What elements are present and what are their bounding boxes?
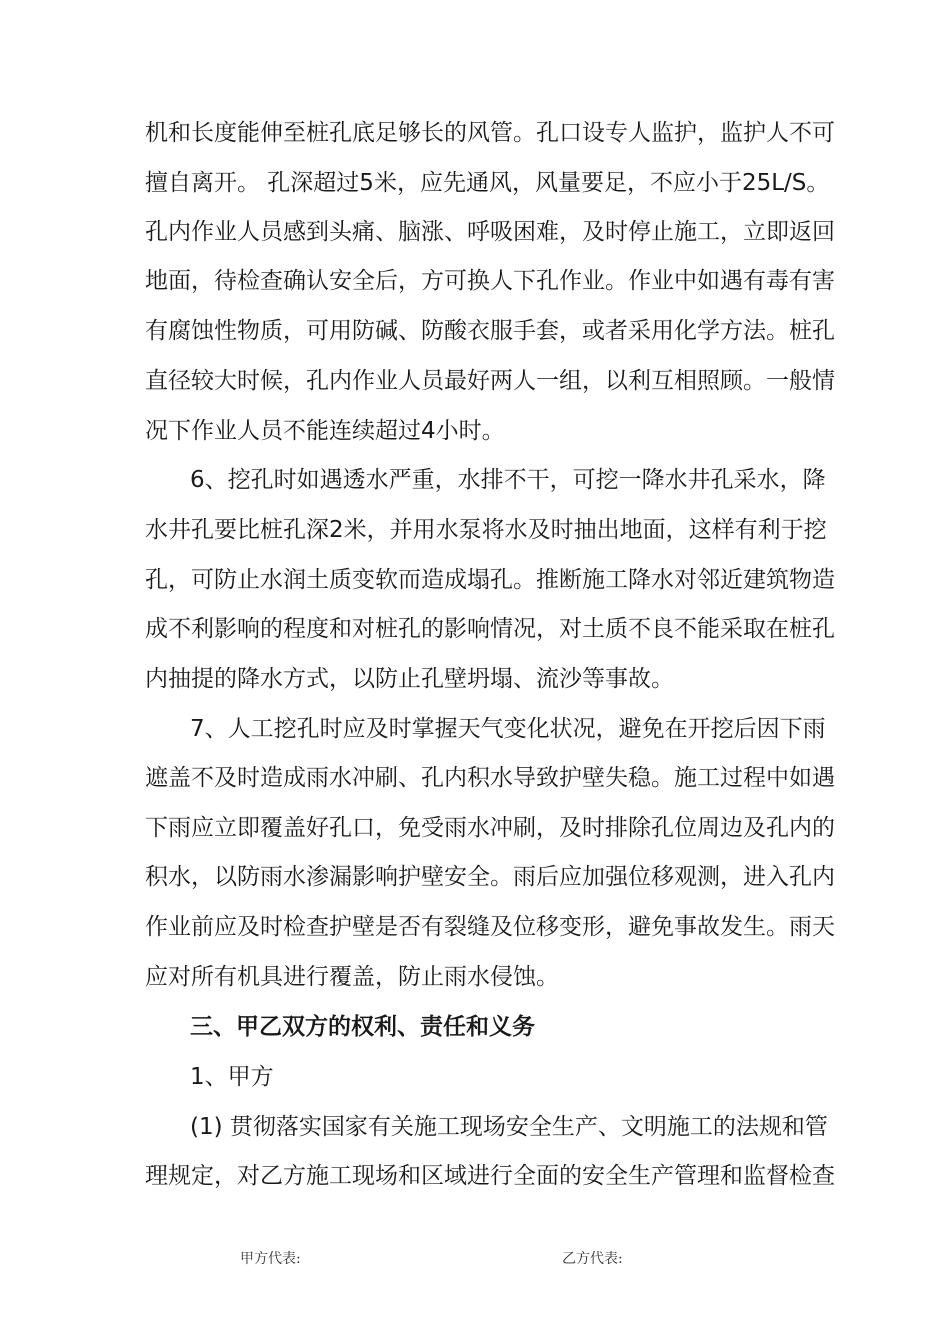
paragraph-line: (1) 贯彻落实国家有关施工现场安全生产、文明施工的法规和管 bbox=[190, 1114, 828, 1140]
paragraph-line: 7、人工挖孔时应及时掌握天气变化状况，避免在开挖后因下雨 bbox=[190, 716, 826, 742]
paragraph-line: 擅自离开。 孔深超过5米，应先通风，风量要足，不应小于25L/S。 bbox=[145, 170, 830, 196]
paragraph-line: 孔内作业人员感到头痛、脑涨、呼吸困难，及时停止施工，立即返回 bbox=[145, 219, 835, 245]
section-heading: 三、甲乙双方的权利、责任和义务 bbox=[190, 1014, 535, 1040]
paragraph-line: 作业前应及时检查护壁是否有裂缝及位移变形，避免事故发生。雨天 bbox=[145, 914, 835, 940]
subsection-heading: 1、甲方 bbox=[190, 1064, 274, 1090]
paragraph-line: 应对所有机具进行覆盖，防止雨水侵蚀。 bbox=[145, 964, 559, 990]
party-a-signature-label: 甲方代表: bbox=[240, 1251, 301, 1267]
party-b-signature-label: 乙方代表: bbox=[562, 1251, 623, 1267]
paragraph-line: 下雨应立即覆盖好孔口，免受雨水冲刷，及时排除孔位周边及孔内的 bbox=[145, 815, 835, 841]
paragraph-line: 地面，待检查确认安全后，方可换人下孔作业。作业中如遇有毒有害 bbox=[145, 268, 835, 294]
paragraph-line: 内抽提的降水方式，以防止孔壁坍塌、流沙等事故。 bbox=[145, 666, 674, 692]
paragraph-line: 孔，可防止水润土质变软而造成塌孔。推断施工降水对邻近建筑物造 bbox=[145, 567, 835, 593]
paragraph-line: 况下作业人员不能连续超过4小时。 bbox=[145, 418, 505, 444]
paragraph-line: 理规定，对乙方施工现场和区域进行全面的安全生产管理和监督检查 bbox=[145, 1163, 835, 1189]
paragraph-line: 遮盖不及时造成雨水冲刷、孔内积水导致护壁失稳。施工过程中如遇 bbox=[145, 765, 835, 791]
paragraph-line: 机和长度能伸至桩孔底足够长的风管。孔口设专人监护，监护人不可 bbox=[145, 120, 835, 146]
paragraph-line: 直径较大时候，孔内作业人员最好两人一组，以利互相照顾。一般情 bbox=[145, 368, 835, 394]
paragraph-line: 6、挖孔时如遇透水严重，水排不干，可挖一降水井孔采水，降 bbox=[190, 467, 826, 493]
paragraph-line: 有腐蚀性物质，可用防碱、防酸衣服手套，或者采用化学方法。桩孔 bbox=[145, 318, 835, 344]
paragraph-line: 成不利影响的程度和对桩孔的影响情况，对土质不良不能采取在桩孔 bbox=[145, 616, 835, 642]
paragraph-line: 积水，以防雨水渗漏影响护壁安全。雨后应加强位移观测，进入孔内 bbox=[145, 864, 835, 890]
paragraph-line: 水井孔要比桩孔深2米，并用水泵将水及时抽出地面，这样有利于挖 bbox=[145, 517, 827, 543]
